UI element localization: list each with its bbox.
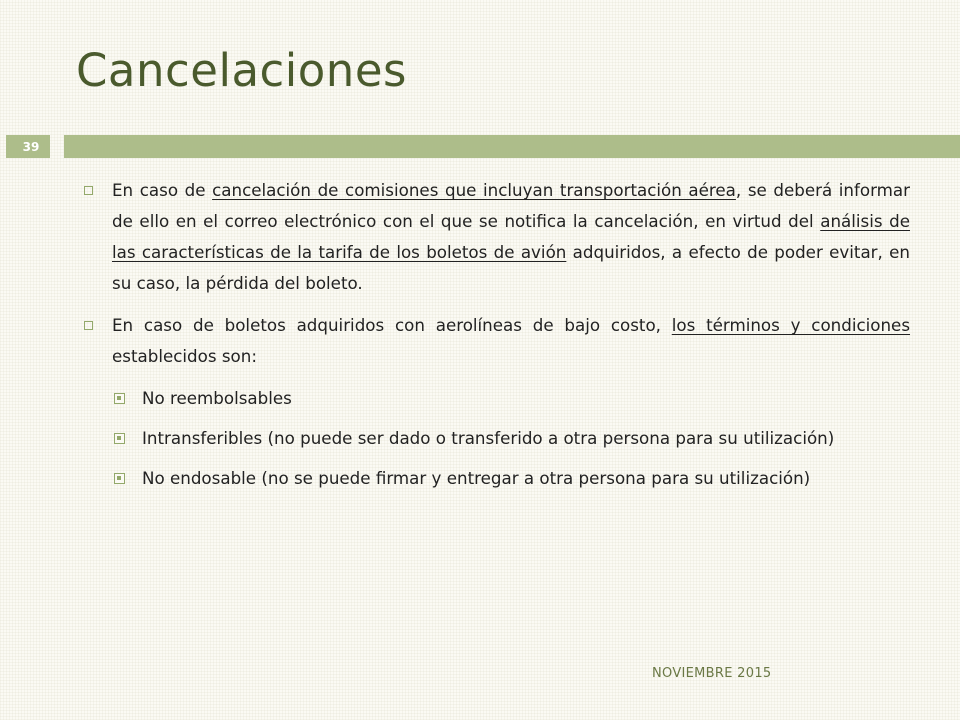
sub-bullet-text: Intransferibles (no puede ser dado o transferido a otra persona para su utilización) [142,428,835,448]
sub-bullet-no-reembolsables [80,383,910,414]
slide-title: Cancelaciones [76,44,407,97]
bullet-bajo-costo [80,310,910,372]
bullet-text: En caso de boletos adquiridos con aerolíneas de bajo costo, [112,315,672,335]
filled-square-bullet-icon [114,473,125,484]
square-bullet-icon [84,186,93,195]
slide-content [80,175,910,503]
title-accent-bar [64,135,960,158]
underlined-text: cancelación de comisiones que incluyan transportación aérea [212,180,736,200]
square-bullet-icon [84,321,93,330]
bullet-cancelacion-comisiones [80,175,910,299]
filled-square-bullet-icon [114,393,125,404]
footer-date: NOVIEMBRE 2015 [652,666,772,681]
bullet-text: En caso de [112,180,213,200]
sub-bullet-text: No reembolsables [142,388,292,408]
slide-number: 39 [22,139,40,154]
bullet-text: establecidos son: [112,346,257,366]
filled-square-bullet-icon [114,433,125,444]
bullet-text: , se deberá informar de ello en el correo electrónico con el que se notifica la cancelación, en virtud del [112,180,910,231]
bullet-text: adquiridos, a efecto de poder evitar, en su caso, la pérdida del boleto. [112,242,910,293]
sub-bullet-no-endosable [80,463,910,494]
underlined-text: análisis de las características de la tarifa de los boletos de avión [112,211,910,262]
underlined-text: los términos y condiciones [671,315,911,335]
sub-bullet-intransferibles [80,423,910,454]
sub-bullet-text: No endosable (no se puede firmar y entregar a otra persona para su utilización) [142,468,811,488]
